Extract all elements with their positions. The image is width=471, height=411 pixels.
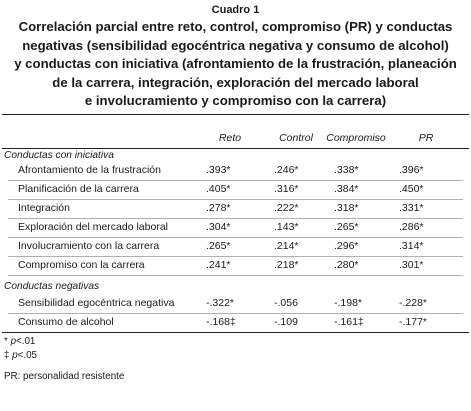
col-header-compromiso: Compromiso: [326, 132, 386, 144]
cell-value: .396*: [399, 164, 424, 176]
table-row: [0, 221, 471, 238]
cell-value: -.161‡: [334, 316, 364, 328]
footnote-p: p: [10, 336, 17, 347]
cell-value: .143*: [274, 221, 299, 233]
cell-value: -.168‡: [206, 316, 236, 328]
cell-value: -.177*: [399, 316, 428, 328]
cell-value: -.322*: [206, 297, 235, 309]
row-divider: [8, 199, 463, 200]
row-label: Integración: [18, 202, 70, 214]
cell-value: .314*: [399, 240, 424, 252]
row-label: Consumo de alcohol: [18, 316, 114, 328]
cell-value: .384*: [334, 183, 359, 195]
title-line: de la carrera, integración, exploración del mercado laboral: [52, 74, 419, 90]
cell-value: -.056: [274, 297, 298, 309]
footnote: [4, 336, 35, 347]
table-title: [6, 18, 465, 111]
cell-value: .301*: [399, 259, 424, 271]
footnote-p: p: [12, 350, 18, 361]
title-line: negativas (sensibilidad egocéntrica negativa y consumo de alcohol): [22, 37, 449, 53]
table-row: [0, 164, 471, 181]
col-header-pr: PR: [418, 132, 434, 144]
footnote-text: PR: personalidad resistente: [4, 371, 125, 382]
cell-value: -.109: [274, 316, 298, 328]
section-title: Conductas con iniciativa: [4, 150, 114, 161]
cell-value: .338*: [334, 164, 359, 176]
cell-value: .222*: [274, 202, 299, 214]
row-label: Afrontamiento de la frustración: [18, 164, 161, 176]
cell-value: .286*: [399, 221, 424, 233]
table-label: Cuadro 1: [211, 4, 260, 16]
cell-value: .318*: [334, 202, 359, 214]
cell-value: -.198*: [334, 297, 363, 309]
footnote-text: <.01: [16, 336, 36, 347]
table-row: [0, 316, 471, 333]
row-divider: [8, 180, 463, 181]
cell-value: .405*: [206, 183, 231, 195]
table-row: [0, 240, 471, 257]
row-divider: [8, 313, 463, 314]
cell-value: -.228*: [399, 297, 428, 309]
col-header-control: Control: [279, 132, 313, 144]
table-row: [0, 297, 471, 314]
col-header-reto: Reto: [218, 132, 242, 144]
title-line: e involucramiento y compromiso con la carrera): [84, 93, 387, 108]
cell-value: .218*: [274, 259, 299, 271]
table-row: [0, 202, 471, 219]
footnote: [4, 350, 37, 361]
title-line: Correlación parcial entre reto, control, compromiso (PR) y conductas: [18, 19, 453, 34]
cell-value: .265*: [334, 221, 359, 233]
top-rule: [2, 114, 469, 115]
section-title: Conductas negativas: [4, 281, 100, 292]
cell-value: .296*: [334, 240, 359, 252]
bottom-rule: [2, 332, 469, 333]
row-divider: [8, 275, 463, 276]
row-label: Planificación de la carrera: [18, 183, 139, 195]
cell-value: .265*: [206, 240, 231, 252]
footnote-mark: *: [4, 336, 8, 347]
footnote-mark: ‡: [4, 350, 10, 361]
cell-value: .278*: [206, 202, 231, 214]
row-divider: [8, 237, 463, 238]
row-divider: [8, 256, 463, 257]
cell-value: .280*: [334, 259, 359, 271]
table-row: [0, 183, 471, 200]
title-line: y conductas con iniciativa (afrontamiento de la frustración, planeación: [14, 56, 457, 71]
cell-value: .241*: [206, 259, 231, 271]
cell-value: .214*: [274, 240, 299, 252]
cell-value: .304*: [206, 221, 231, 233]
cell-value: .316*: [274, 183, 299, 195]
row-label: Exploración del mercado laboral: [18, 221, 168, 233]
cell-value: .450*: [399, 183, 424, 195]
cell-value: .393*: [206, 164, 231, 176]
row-label: Sensibilidad egocéntrica negativa: [18, 297, 175, 309]
cell-value: .331*: [399, 202, 424, 214]
row-label: Compromiso con la carrera: [18, 259, 145, 271]
cell-value: .246*: [274, 164, 299, 176]
row-divider: [8, 218, 463, 219]
header-rule: [2, 148, 469, 149]
table-row: [0, 259, 471, 276]
footnote: [4, 371, 124, 382]
row-label: Involucramiento con la carrera: [18, 240, 160, 252]
footnote-text: <.05: [17, 350, 37, 361]
